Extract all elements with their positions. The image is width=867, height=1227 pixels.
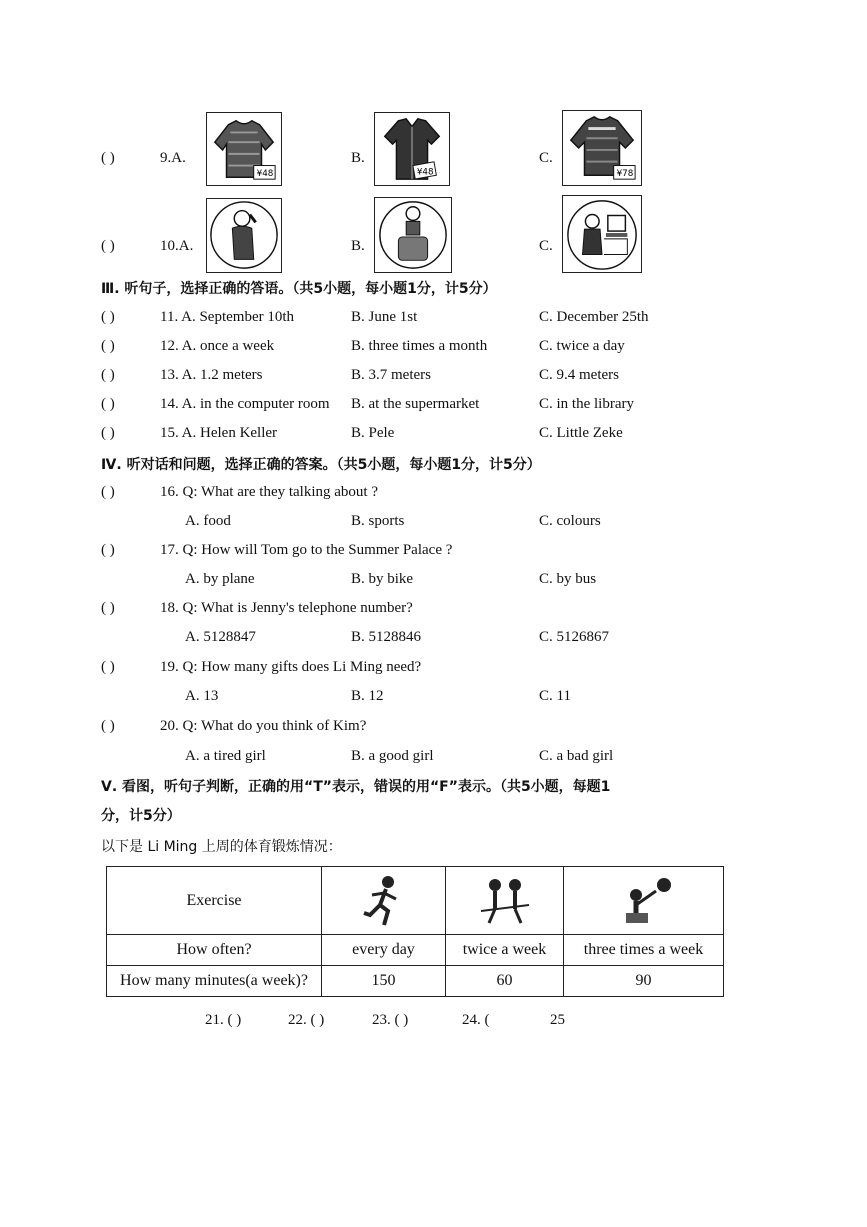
question-15-option-b: B. Pele	[351, 425, 395, 441]
section-3-title: Ⅲ. 听句子，选择正确的答语。（共5小题，每小题1分，计5分）	[101, 281, 497, 297]
question-20-option-a: A. a tired girl	[185, 748, 266, 764]
question-19: 19. Q: How many gifts does Li Ming need?	[160, 659, 422, 675]
section-5-title-cont: 分，计5分）	[101, 808, 181, 824]
price-tag-9a: ¥48	[256, 169, 274, 180]
answer-paren-16[interactable]: ( )	[101, 484, 115, 500]
ping-pong-icon	[446, 867, 564, 935]
option-c-label-10: C.	[539, 238, 553, 254]
question-16-option-c: C. colours	[539, 513, 601, 529]
person-phone-icon[interactable]	[206, 198, 282, 273]
question-11-option-c: C. December 25th	[539, 309, 649, 325]
question-19-option-c: C. 11	[539, 688, 571, 704]
question-13-option-b: B. 3.7 meters	[351, 367, 431, 383]
option-c-label-9: C.	[539, 150, 553, 166]
price-tag-9b: ¥48	[416, 167, 434, 178]
ball-throw-icon	[564, 867, 724, 935]
question-12-option-c: C. twice a day	[539, 338, 625, 354]
question-16-option-b: B. sports	[351, 513, 405, 529]
question-18-option-b: B. 5128846	[351, 629, 422, 645]
question-number-10: 10.A.	[160, 238, 194, 254]
question-17-option-a: A. by plane	[185, 571, 255, 587]
sweater-icon[interactable]	[562, 110, 642, 186]
answer-paren-14[interactable]: ( )	[101, 396, 115, 412]
answer-paren-10[interactable]: ( )	[101, 238, 115, 254]
answer-24[interactable]: 24. (	[462, 1012, 490, 1028]
question-12-option-a: 12. A. once a week	[160, 338, 275, 354]
question-11-option-b: B. June 1st	[351, 309, 418, 325]
person-gift-icon[interactable]	[374, 197, 452, 273]
question-18-option-a: A. 5128847	[185, 629, 256, 645]
sweater-icon[interactable]	[206, 112, 282, 186]
question-18: 18. Q: What is Jenny's telephone number?	[160, 600, 413, 616]
section-5-intro: 以下是 Li Ming 上周的体育锻炼情况：	[101, 839, 342, 855]
row-label-how-often: How often?	[107, 935, 322, 966]
question-number-9: 9.A.	[160, 150, 186, 166]
question-16-option-a: A. food	[185, 513, 231, 529]
question-11-option-a: 11. A. September 10th	[160, 309, 295, 325]
exercise-table	[106, 866, 724, 997]
question-20-option-c: C. a bad girl	[539, 748, 614, 764]
question-16: 16. Q: What are they talking about ?	[160, 484, 378, 500]
answer-22[interactable]: 22. ( )	[288, 1012, 325, 1028]
question-20-option-b: B. a good girl	[351, 748, 434, 764]
question-19-option-b: B. 12	[351, 688, 384, 704]
person-computer-icon[interactable]	[562, 195, 642, 273]
row-label-minutes: How many minutes(a week)?	[107, 966, 322, 997]
question-14-option-a: 14. A. in the computer room	[160, 396, 330, 412]
answer-paren-17[interactable]: ( )	[101, 542, 115, 558]
question-18-option-c: C. 5126867	[539, 629, 610, 645]
section-4-title: Ⅳ. 听对话和问题，选择正确的答案。（共5小题，每小题1分，计5分）	[101, 457, 541, 473]
answer-paren-11[interactable]: ( )	[101, 309, 115, 325]
question-15-option-a: 15. A. Helen Keller	[160, 425, 278, 441]
answer-paren-15[interactable]: ( )	[101, 425, 115, 441]
answer-paren-12[interactable]: ( )	[101, 338, 115, 354]
answer-paren-9[interactable]: ( )	[101, 150, 115, 166]
answer-25[interactable]: 25	[550, 1012, 565, 1028]
question-19-option-a: A. 13	[185, 688, 219, 704]
cell-how-often-2: twice a week	[446, 935, 564, 966]
question-15-option-c: C. Little Zeke	[539, 425, 623, 441]
running-icon	[322, 867, 446, 935]
cell-minutes-2: 60	[446, 966, 564, 997]
option-b-label-9: B.	[351, 150, 365, 166]
answer-paren-20[interactable]: ( )	[101, 718, 115, 734]
question-14-option-c: C. in the library	[539, 396, 634, 412]
answer-paren-18[interactable]: ( )	[101, 600, 115, 616]
section-5-title: Ⅴ. 看图，听句子判断，正确的用“T”表示，错误的用“F”表示。（共5小题，每题1	[101, 779, 611, 795]
cell-how-often-1: every day	[322, 935, 446, 966]
question-17-option-c: C. by bus	[539, 571, 597, 587]
question-14-option-b: B. at the supermarket	[351, 396, 480, 412]
cell-minutes-1: 150	[322, 966, 446, 997]
answer-23[interactable]: 23. ( )	[372, 1012, 409, 1028]
cell-minutes-3: 90	[564, 966, 724, 997]
question-13-option-a: 13. A. 1.2 meters	[160, 367, 263, 383]
question-20: 20. Q: What do you think of Kim?	[160, 718, 367, 734]
answer-paren-19[interactable]: ( )	[101, 659, 115, 675]
price-tag-9c: ¥78	[616, 169, 634, 180]
cell-how-often-3: three times a week	[564, 935, 724, 966]
question-13-option-c: C. 9.4 meters	[539, 367, 619, 383]
question-12-option-b: B. three times a month	[351, 338, 488, 354]
shirt-icon[interactable]	[374, 112, 450, 186]
question-17-option-b: B. by bike	[351, 571, 414, 587]
question-17: 17. Q: How will Tom go to the Summer Palace ?	[160, 542, 453, 558]
option-b-label-10: B.	[351, 238, 365, 254]
answer-paren-13[interactable]: ( )	[101, 367, 115, 383]
table-header-exercise: Exercise	[107, 867, 322, 935]
answer-21[interactable]: 21. ( )	[205, 1012, 242, 1028]
